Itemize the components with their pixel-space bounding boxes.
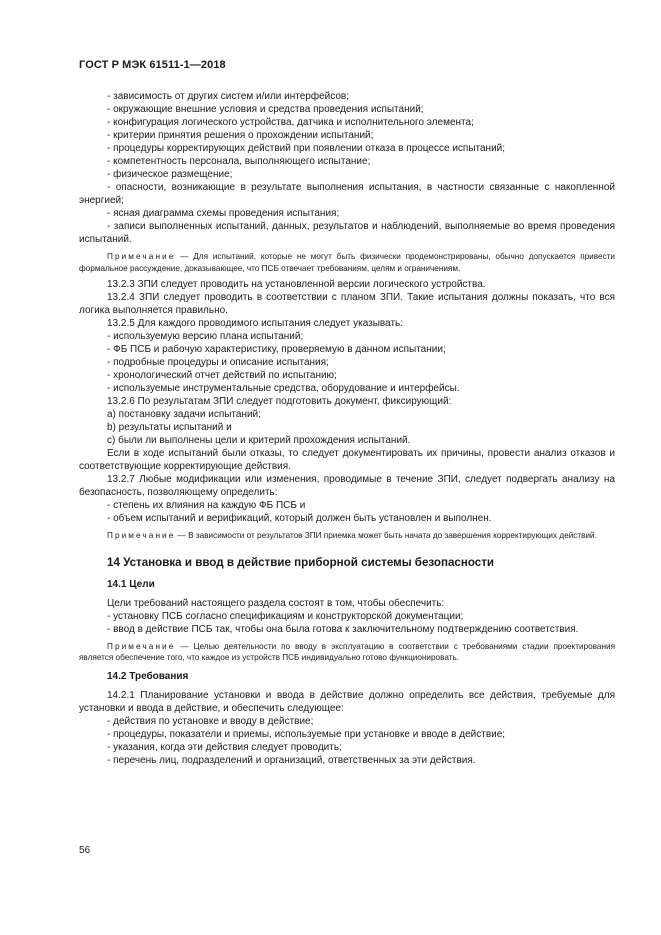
list-item: - установку ПСБ согласно спецификациям и конструкторской документации; [107, 610, 464, 622]
list-item: - объем испытаний и верификаций, который должен быть установлен и выполнен. [107, 513, 492, 524]
list-item: b) результаты испытаний и [107, 422, 232, 433]
note-label: Примечание [107, 531, 176, 540]
subsection-heading: 14.1 Цели [107, 578, 155, 590]
paragraph: 13.2.3 ЗПИ следует проводить на установленной версии логического устройства. [107, 279, 486, 290]
list-item: - ясная диаграмма схемы проведения испытания; [107, 208, 340, 219]
list-item: - указания, когда эти действия следует проводить; [107, 741, 342, 753]
note-text: — В зависимости от результатов ЗПИ приемка может быть начата до завершения корректирующих действий. [175, 531, 597, 540]
paragraph: 13.2.7 Любые модификации или изменения, проводимые в течение ЗПИ, следует подвергать анализу на безопасность, позволяющему определить: [79, 474, 615, 498]
paragraph: 13.2.6 По результатам ЗПИ следует подготовить документ, фиксирующий: [107, 396, 452, 407]
note-text: — Целью деятельности по вводу в эксплуатацию в соответствии с требованиями стадии проектирования является обеспечение того, что каждое из устройств ПСБ индивидуально готово функционировать. [79, 641, 615, 662]
list-item: - процедуры, показатели и приемы, используемые при установке и вводе в действие; [107, 728, 506, 740]
note-text: — Для испытаний, которые не могут быть физически продемонстрированы, обычно допускается привести формальное рассуждение, доказывающее, что ПСБ отвечает требованиям, целям и ограничениям. [79, 252, 615, 273]
list-item: - опасности, возникающие в результате выполнения испытания, в частности связанные с накопленной энергией; [79, 182, 615, 206]
list-item: - подробные процедуры и описание испытания; [107, 357, 329, 368]
list-item: - процедуры корректирующих действий при появлении отказа в процессе испытаний; [107, 143, 506, 154]
paragraph: 14.2.1 Планирование установки и ввода в действие должно определить все действия, требуемые для установки и ввода в действие, и обеспечить следующее: [79, 689, 615, 714]
list-item: - действия по установке и вводу в действие; [107, 715, 314, 727]
document-body [79, 90, 615, 767]
note [79, 251, 615, 274]
list-item: - конфигурация логического устройства, датчика и исполнительного элемента; [107, 117, 474, 128]
note-label: Примечание [107, 252, 176, 261]
list-item: - компетентность персонала, выполняющего испытание; [107, 156, 371, 167]
paragraph: 13.2.5 Для каждого проводимого испытания следует указывать: [107, 318, 404, 329]
list-item: - критерии принятия решения о прохождении испытаний; [107, 130, 374, 141]
list-item: - ввод в действие ПСБ так, чтобы она была готова к заключительному подтверждению соответствия. [107, 623, 579, 635]
list-item: - используемые инструментальные средства, оборудование и интерфейсы. [107, 383, 460, 394]
list-item: a) постановку задачи испытаний; [107, 409, 261, 420]
list-item: - хронологический отчет действий по испытанию; [107, 370, 337, 381]
list-item: c) были ли выполнены цели и критерий прохождения испытаний. [107, 435, 411, 446]
list-item: - зависимость от других систем и/или интерфейсов; [107, 91, 349, 102]
page-number: 56 [79, 845, 91, 856]
list-item: - физическое размещение; [107, 169, 233, 180]
list-item: - записи выполненных испытаний, данных, результатов и наблюдений, выполняемые во время проведения испытаний. [79, 221, 615, 245]
list-item: - окружающие внешние условия и средства проведения испытаний; [107, 104, 424, 115]
note-label: Примечание [107, 641, 176, 651]
paragraph: 13.2.4 ЗПИ следует проводить в соответствии с планом ЗПИ. Такие испытания должны показать, что вся логика выполняется правильно. [79, 292, 615, 316]
list-item: - перечень лиц, подразделений и организаций, ответственных за эти действия. [107, 754, 476, 766]
document-header: ГОСТ Р МЭК 61511-1—2018 [79, 59, 226, 71]
paragraph: Если в ходе испытаний были отказы, то следует документировать их причины, провести анализ отказов и соответствующие корректирующие действия. [79, 448, 615, 472]
list-item: - степень их влияния на каждую ФБ ПСБ и [107, 500, 306, 511]
list-item: - ФБ ПСБ и рабочую характеристику, проверяемую в данном испытании; [107, 344, 446, 355]
paragraph: Цели требований настоящего раздела состоят в том, чтобы обеспечить: [107, 597, 445, 609]
list-item: - используемую версию плана испытаний; [107, 331, 304, 342]
note [79, 530, 615, 542]
note [79, 641, 615, 664]
subsection-heading: 14.2 Требования [107, 670, 189, 682]
section-heading: 14 Установка и ввод в действие приборной системы безопасности [107, 555, 495, 569]
